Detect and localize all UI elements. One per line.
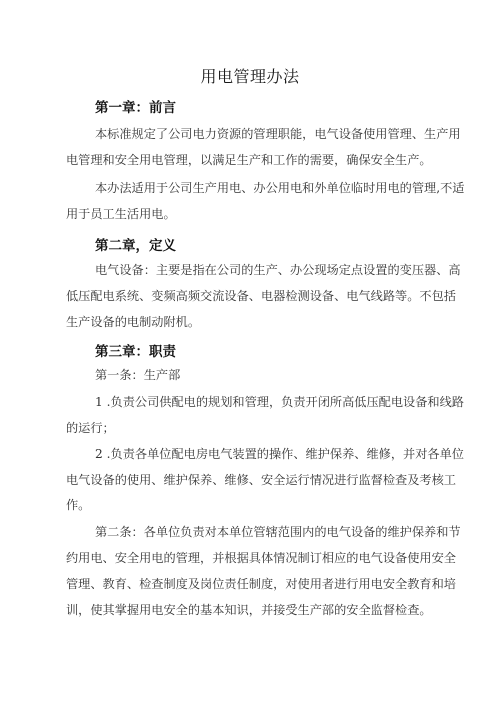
chapter3-line-4: 2 .负责各单位配电房电气装置的操作、维护保养、维修，并对各单位 [95,447,464,461]
chapter2-heading: 第二章，定义 [95,238,176,254]
chapter3-line-6: 作。 [66,498,91,512]
chapter1-line-4: 用于员工生活用电。 [66,207,176,221]
chapter2-line-3: 生产设备的电制动附机。 [66,315,201,329]
document-title: 用电管理办法 [200,67,300,86]
chapter3-line-9: 管理、教育、检查制度及岗位责任制度，对使用者进行用电安全教育和培 [66,577,456,591]
chapter3-line-1: 第一条：生产部 [95,368,181,382]
chapter1-line-3: 本办法适用于公司生产用电、办公用电和外单位临时用电的管理,不适 [95,181,465,195]
chapter3-line-7: 第二条：各单位负责对本单位管辖范围内的电气设备的维护保养和节 [95,525,461,539]
chapter2-line-1: 电气设备：主要是指在公司的生产、办公现场定点设置的变压器、高 [95,263,461,277]
chapter2-line-2: 低压配电系统、变频高频交流设备、电器检测设备、电气线路等。不包括 [66,289,456,303]
chapter3-line-3: 的运行； [66,421,115,435]
chapter3-line-2: 1 .负责公司供配电的规划和管理，负责开闭所高低压配电设备和线路 [95,395,464,409]
chapter3-heading: 第三章：职责 [95,344,176,360]
chapter1-heading: 第一章：前言 [95,100,176,116]
chapter3-line-8: 约用电、安全用电的管理，并根据具体情况制订相应的电气设备使用安全 [66,551,456,565]
chapter1-line-1: 本标准规定了公司电力资源的管理职能，电气设备使用管理、生产用 [95,127,461,141]
chapter3-line-5: 电气设备的使用、维护保养、维修、安全运行情况进行监督检查及考核工 [66,473,456,487]
chapter3-line-10: 训，使其掌握用电安全的基本知识，并接受生产部的安全监督检查。 [66,603,432,617]
chapter1-line-2: 电管理和安全用电管理，以满足生产和工作的需要，确保安全生产。 [66,153,432,167]
